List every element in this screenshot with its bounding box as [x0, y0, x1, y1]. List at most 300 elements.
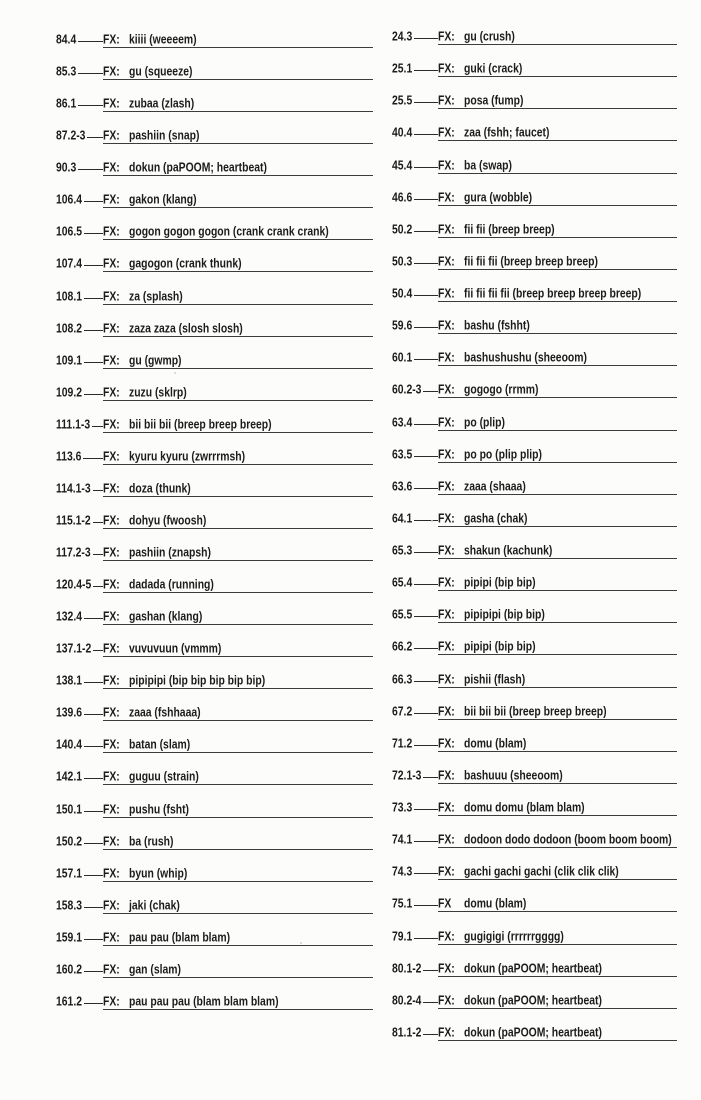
fx-translation: gu (squeeze)	[129, 65, 193, 80]
leader-dash	[414, 520, 438, 521]
leader-dash	[84, 330, 103, 331]
page-panel-number: 73.3	[392, 801, 413, 816]
fx-glossary-entry	[392, 867, 677, 899]
fx-glossary-entry	[56, 131, 373, 163]
fx-glossary-entry	[56, 708, 373, 740]
fx-translation: gogogo (rrmm)	[464, 383, 539, 398]
fx-label: FX:	[103, 193, 120, 208]
leader-dash	[414, 809, 438, 810]
entry-underline	[438, 353, 677, 366]
leader-dash	[78, 105, 103, 106]
leader-dash	[414, 102, 438, 103]
fx-translation: gachi gachi gachi (clik clik clik)	[464, 865, 619, 880]
fx-label: FX:	[438, 415, 455, 430]
fx-translation: dadada (running)	[129, 578, 214, 593]
entry-reference	[392, 257, 438, 269]
page-panel-number: 87.2-3	[56, 129, 86, 144]
page-panel-number: 158.3	[56, 899, 83, 914]
entry-reference	[392, 385, 438, 397]
fx-translation: ba (swap)	[464, 158, 512, 173]
entry-underline	[103, 420, 373, 433]
fx-glossary-entry	[392, 546, 677, 578]
fx-translation: bii bii bii (breep breep breep)	[464, 705, 607, 719]
page-panel-number: 114.1-3	[56, 482, 91, 497]
entry-underline	[103, 289, 373, 305]
entry-reference	[392, 771, 438, 783]
fx-label: FX:	[438, 865, 455, 880]
fx-translation: gogon gogon gogon (crank crank crank)	[129, 225, 329, 240]
entry-reference	[392, 739, 438, 751]
page-panel-number: 117.2-3	[56, 546, 91, 561]
entry-reference	[56, 163, 103, 175]
page-panel-number: 109.1	[56, 354, 83, 368]
fx-glossary-entry	[56, 163, 373, 195]
page-panel-number: 59.6	[392, 319, 413, 334]
entry-underline	[103, 516, 373, 529]
fx-glossary-entry	[392, 385, 677, 417]
leader-dash	[423, 970, 438, 971]
leader-dash	[83, 458, 103, 459]
page-panel-number: 140.4	[56, 738, 83, 753]
fx-glossary-entry	[392, 739, 677, 771]
fx-glossary-entry	[56, 516, 373, 548]
fx-translation: pashiin (snap)	[129, 129, 200, 144]
leader-dash	[84, 394, 103, 395]
fx-label: FX:	[438, 480, 455, 495]
entry-underline	[438, 289, 677, 302]
fx-translation: zaza zaza (slosh slosh)	[129, 321, 243, 336]
page-panel-number: 81.1-2	[392, 1026, 422, 1041]
fx-label: FX:	[103, 899, 120, 914]
fx-glossary-entry	[56, 420, 373, 452]
page-panel-number: 150.2	[56, 834, 83, 849]
page-panel-number: 120.4-5	[56, 578, 92, 593]
fx-translation: po (plip)	[464, 415, 505, 430]
fx-label: FX:	[103, 802, 120, 817]
entry-reference	[392, 450, 438, 462]
leader-dash	[414, 38, 438, 39]
page-panel-number: 63.4	[392, 415, 413, 430]
page-panel-number: 137.1-2	[56, 642, 92, 657]
entry-reference	[392, 64, 438, 76]
entry-reference	[56, 484, 103, 496]
entry-underline	[438, 64, 677, 77]
fx-glossary-entry	[392, 964, 677, 996]
entry-reference	[392, 96, 438, 108]
entry-underline	[103, 834, 373, 850]
entry-reference	[392, 803, 438, 815]
page-panel-number: 113.6	[56, 450, 82, 465]
entry-underline	[103, 802, 373, 818]
leader-dash	[423, 391, 438, 392]
fx-glossary-entry	[56, 321, 373, 356]
fx-translation: gashan (klang)	[129, 610, 203, 625]
entry-reference	[56, 259, 103, 271]
fx-glossary-entry	[392, 835, 677, 867]
entry-underline	[438, 96, 677, 109]
fx-label: FX:	[103, 161, 120, 176]
fx-glossary-entry	[392, 353, 677, 385]
fx-glossary-entry	[56, 612, 373, 644]
fx-label: FX:	[438, 223, 455, 238]
entry-underline	[438, 867, 677, 880]
fx-translation: gan (slam)	[129, 963, 181, 978]
page-panel-number: 150.1	[56, 802, 83, 817]
leader-dash	[93, 522, 103, 523]
fx-label: FX:	[103, 931, 120, 946]
entry-reference	[392, 546, 438, 558]
fx-translation: byun (whip)	[129, 867, 188, 881]
fx-glossary-entry	[56, 548, 373, 580]
entry-reference	[392, 32, 438, 44]
entry-underline	[103, 452, 373, 465]
leader-dash	[78, 41, 103, 42]
entry-reference	[392, 415, 438, 430]
fx-glossary-entry	[56, 35, 373, 67]
fx-label: FX:	[103, 450, 120, 465]
fx-glossary-entry	[392, 225, 677, 257]
leader-dash	[414, 327, 438, 328]
fx-glossary-entry	[392, 158, 677, 193]
fx-label: FX:	[103, 674, 120, 689]
leader-dash	[84, 1003, 103, 1004]
leader-dash	[414, 648, 438, 649]
entry-underline	[103, 644, 373, 657]
fx-translation: vuvuvuun (vmmm)	[129, 642, 222, 657]
fx-translation: fii fii fii fii (breep breep breep breep)	[464, 287, 642, 302]
fx-label: FX:	[103, 418, 120, 433]
fx-glossary-entry	[392, 1028, 677, 1060]
leader-dash	[84, 362, 103, 363]
entry-reference	[56, 772, 103, 784]
entry-reference	[392, 482, 438, 494]
leader-dash	[84, 682, 103, 683]
scan-speck	[300, 942, 302, 944]
entry-reference	[392, 642, 438, 654]
fx-glossary-entry	[56, 227, 373, 259]
page-panel-number: 72.1-3	[392, 769, 422, 784]
fx-label: FX:	[103, 289, 120, 304]
fx-translation: gakon (klang)	[129, 193, 197, 208]
fx-glossary-entry	[56, 580, 373, 612]
entry-reference	[56, 388, 103, 400]
fx-glossary-entry	[392, 450, 677, 482]
fx-glossary-entry	[56, 901, 373, 933]
entry-underline	[438, 415, 677, 431]
page-panel-number: 79.1	[392, 929, 413, 944]
fx-glossary-entry	[392, 32, 677, 64]
entry-underline	[438, 610, 677, 623]
leader-dash	[93, 650, 103, 651]
leader-dash	[414, 231, 438, 232]
fx-translation: dokun (paPOOM; heartbeat)	[464, 1026, 602, 1041]
fx-glossary-entry	[392, 482, 677, 514]
leader-dash	[84, 971, 103, 972]
fx-glossary-entry	[392, 64, 677, 96]
leader-dash	[92, 426, 103, 427]
fx-glossary-entry	[392, 707, 677, 739]
entry-underline	[103, 388, 373, 401]
fx-translation: pipipi (bip bip)	[464, 576, 536, 591]
entry-reference	[392, 289, 438, 301]
fx-translation: zaa (fshh; faucet)	[464, 126, 550, 141]
entry-reference	[392, 578, 438, 590]
entry-underline	[438, 739, 677, 752]
entry-underline	[103, 612, 373, 625]
entry-underline	[103, 227, 373, 240]
fx-translation: bashuuu (sheeoom)	[464, 769, 563, 784]
fx-label: FX:	[103, 225, 120, 240]
fx-glossary-entry	[392, 514, 677, 546]
entry-underline	[438, 158, 677, 174]
entry-reference	[56, 997, 103, 1009]
fx-translation: dokun (paPOOM; heartbeat)	[464, 962, 602, 976]
entry-underline	[103, 195, 373, 208]
page-panel-number: 65.3	[392, 544, 413, 559]
page-panel-number: 142.1	[56, 770, 83, 785]
page-panel-number: 45.4	[392, 158, 413, 173]
fx-translation: gagogon (crank thunk)	[129, 257, 242, 272]
fx-glossary-entry	[56, 802, 373, 837]
fx-glossary-entry	[56, 388, 373, 420]
leader-dash	[84, 778, 103, 779]
page-panel-number: 66.3	[392, 672, 413, 687]
entry-underline	[103, 580, 373, 593]
page-panel-number: 63.5	[392, 448, 413, 462]
fx-translation: pipipipi (bip bip bip bip bip)	[129, 674, 266, 689]
leader-dash	[84, 265, 103, 266]
fx-translation: bii bii bii (breep breep breep)	[129, 418, 272, 433]
entry-underline	[103, 997, 373, 1010]
leader-dash	[414, 359, 438, 360]
fx-label: FX:	[103, 321, 120, 336]
leader-dash	[414, 552, 438, 553]
fx-label: FX:	[103, 706, 120, 721]
page-panel-number: 161.2	[56, 995, 83, 1010]
fx-label: FX:	[103, 642, 120, 657]
fx-translation: domu (blam)	[464, 737, 527, 752]
fx-glossary-entry	[392, 899, 677, 931]
fx-translation: zuzu (sklrp)	[129, 386, 187, 401]
entry-reference	[392, 964, 438, 976]
entry-reference	[392, 610, 438, 622]
fx-label: FX	[438, 897, 452, 912]
fx-translation: gasha (chak)	[464, 512, 528, 527]
leader-dash	[414, 295, 438, 296]
fx-label: FX:	[438, 319, 455, 334]
fx-glossary-entry	[392, 996, 677, 1028]
glossary-column-right	[392, 32, 677, 1060]
entry-underline	[103, 259, 373, 272]
entry-reference	[392, 193, 438, 205]
fx-glossary-entry	[56, 99, 373, 131]
fx-glossary-entry	[56, 997, 373, 1029]
fx-label: FX:	[438, 608, 455, 623]
page-panel-number: 84.4	[56, 33, 77, 48]
fx-translation: dokun (paPOOM; heartbeat)	[129, 161, 267, 176]
fx-translation: shakun (kachunk)	[464, 544, 553, 559]
page-panel-number: 67.2	[392, 705, 413, 719]
entry-underline	[438, 707, 677, 720]
fx-label: FX:	[103, 65, 120, 80]
entry-reference	[392, 929, 438, 944]
leader-dash	[414, 456, 438, 457]
entry-reference	[56, 35, 103, 47]
leader-dash	[84, 201, 103, 202]
entry-underline	[103, 163, 373, 176]
entry-reference	[56, 901, 103, 913]
entry-underline	[438, 929, 677, 945]
fx-glossary-entry	[392, 803, 677, 835]
fx-translation: dodoon dodo dodoon (boom boom boom)	[464, 833, 672, 848]
fx-glossary-entry	[56, 772, 373, 804]
fx-label: FX:	[103, 738, 120, 753]
entry-underline	[103, 356, 373, 369]
page-panel-number: 40.4	[392, 126, 413, 141]
page-panel-number: 109.2	[56, 386, 83, 401]
page-panel-number: 157.1	[56, 867, 83, 881]
page-panel-number: 85.3	[56, 65, 77, 80]
leader-dash	[78, 169, 103, 170]
fx-translation: pashiin (znapsh)	[129, 546, 211, 561]
fx-label: FX:	[438, 994, 455, 1009]
fx-glossary-entry	[56, 965, 373, 997]
page-panel-number: 80.2-4	[392, 994, 422, 1009]
fx-translation: pishii (flash)	[464, 672, 526, 687]
entry-reference	[56, 834, 103, 849]
fx-translation: jaki (chak)	[129, 899, 180, 914]
page-panel-number: 159.1	[56, 931, 83, 946]
entry-underline	[438, 128, 677, 141]
fx-glossary-entry	[392, 193, 677, 225]
fx-label: FX:	[103, 257, 120, 272]
leader-dash	[84, 875, 103, 876]
scan-speck	[174, 372, 176, 374]
entry-reference	[392, 321, 438, 333]
entry-reference	[56, 612, 103, 624]
page-panel-number: 90.3	[56, 161, 77, 176]
entry-reference	[392, 672, 438, 687]
fx-label: FX:	[438, 576, 455, 591]
fx-translation: doza (thunk)	[129, 482, 191, 497]
entry-reference	[392, 225, 438, 237]
fx-translation: fii fii (breep breep)	[464, 223, 555, 238]
page-panel-number: 25.1	[392, 62, 413, 77]
fx-translation: pipipi (bip bip)	[464, 640, 536, 655]
fx-glossary-entry	[392, 321, 677, 353]
entry-underline	[438, 899, 677, 912]
leader-dash	[84, 843, 103, 844]
fx-translation: gu (gwmp)	[129, 354, 182, 368]
page-panel-number: 64.1	[392, 512, 413, 527]
fx-glossary-entry	[392, 929, 677, 964]
leader-dash	[414, 938, 438, 939]
page-panel-number: 50.3	[392, 255, 413, 270]
fx-translation: dohyu (fwoosh)	[129, 514, 207, 529]
leader-dash	[414, 488, 438, 489]
scan-speck	[431, 520, 433, 522]
fx-translation: guguu (strain)	[129, 770, 199, 785]
page-panel-number: 50.2	[392, 223, 413, 238]
entry-reference	[392, 867, 438, 879]
fx-label: FX:	[438, 255, 455, 270]
page-panel-number: 63.6	[392, 480, 413, 495]
leader-dash	[423, 777, 438, 778]
fx-translation: ba (rush)	[129, 834, 174, 849]
fx-label: FX:	[438, 769, 455, 784]
entry-reference	[392, 158, 438, 173]
fx-label: FX:	[438, 833, 455, 848]
leader-dash	[93, 586, 103, 587]
page-panel-number: 115.1-2	[56, 514, 91, 529]
page-panel-number: 24.3	[392, 30, 413, 45]
leader-dash	[414, 905, 438, 906]
fx-label: FX:	[103, 129, 120, 144]
page-panel-number: 65.5	[392, 608, 413, 623]
fx-label: FX:	[103, 867, 120, 881]
entry-underline	[438, 642, 677, 655]
fx-glossary-entry	[56, 452, 373, 484]
fx-translation: pau pau (blam blam)	[129, 931, 231, 946]
entry-underline	[103, 965, 373, 978]
fx-translation: pushu (fsht)	[129, 802, 190, 817]
fx-translation: za (splash)	[129, 289, 183, 304]
entry-underline	[438, 835, 677, 848]
entry-reference	[56, 740, 103, 752]
entry-reference	[56, 708, 103, 720]
page-panel-number: 60.1	[392, 351, 413, 366]
fx-label: FX:	[103, 482, 120, 497]
entry-reference	[56, 321, 103, 336]
page-panel-number: 50.4	[392, 287, 413, 302]
fx-label: FX:	[438, 512, 455, 527]
entry-underline	[103, 548, 373, 561]
page-panel-number: 138.1	[56, 674, 83, 689]
fx-glossary-entry	[392, 289, 677, 321]
fx-glossary-entry	[392, 128, 677, 160]
leader-dash	[93, 554, 103, 555]
entry-underline	[438, 771, 677, 784]
entry-reference	[56, 548, 103, 560]
entry-underline	[103, 67, 373, 80]
fx-label: FX:	[103, 770, 120, 785]
fx-label: FX:	[103, 963, 120, 978]
entry-reference	[56, 516, 103, 528]
leader-dash	[414, 199, 438, 200]
entry-reference	[56, 420, 103, 432]
fx-translation: gugigigi (rrrrrrgggg)	[464, 929, 564, 944]
fx-glossary-entry	[56, 356, 373, 388]
entry-underline	[438, 385, 677, 398]
entry-reference	[392, 353, 438, 365]
fx-label: FX:	[103, 97, 120, 112]
fx-translation: gu (crush)	[464, 30, 515, 45]
leader-dash	[423, 1034, 438, 1035]
entry-underline	[438, 996, 677, 1009]
fx-translation: po po (plip plip)	[464, 448, 542, 462]
leader-dash	[414, 167, 438, 168]
leader-dash	[84, 746, 103, 747]
fx-glossary-entry	[392, 610, 677, 642]
entry-underline	[103, 740, 373, 753]
entry-reference	[392, 1028, 438, 1040]
fx-translation: zaaa (fshhaaa)	[129, 706, 201, 721]
entry-underline	[103, 901, 373, 914]
page-panel-number: 71.2	[392, 737, 413, 752]
fx-glossary-entry	[56, 933, 373, 965]
fx-label: FX:	[438, 351, 455, 366]
page-panel-number: 74.3	[392, 865, 413, 880]
